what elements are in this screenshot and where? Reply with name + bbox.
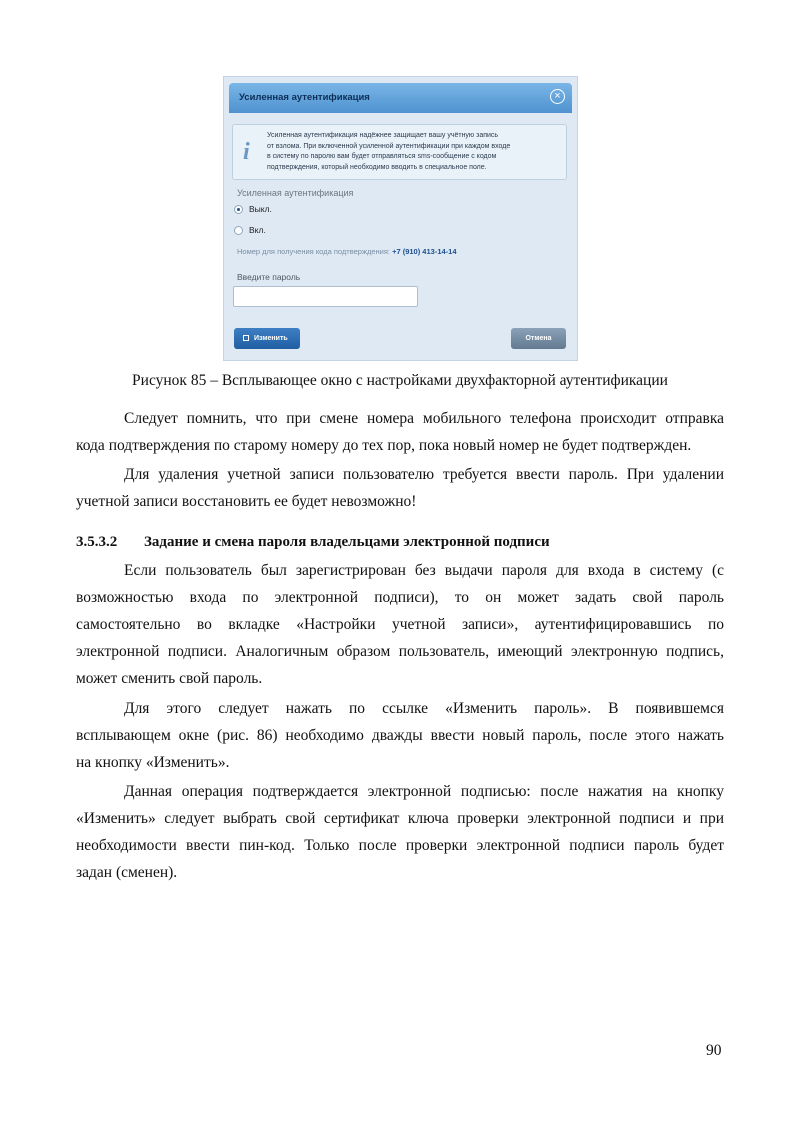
text-line: Если пользователь был зарегистрирован без выдачи пароля для входа в систему (с [124, 562, 724, 579]
dialog-header [229, 83, 572, 113]
paragraph-1 [76, 405, 724, 459]
radio-off-label: Выкл. [249, 204, 272, 214]
info-box [232, 124, 567, 180]
section-number: 3.5.3.2 [76, 534, 118, 550]
text-line: Данная операция подтверждается электронной подписью: после нажатия на кнопку [124, 783, 724, 800]
text-line: Для этого следует нажать по ссылке «Изменить пароль». В появившемся [124, 700, 724, 717]
section-title: Задание и смена пароля владельцами электронной подписи [144, 534, 550, 550]
paragraph-4 [76, 695, 724, 776]
radio-on-label: Вкл. [249, 225, 266, 235]
radio-off-button[interactable] [234, 205, 243, 214]
password-input[interactable] [233, 286, 418, 307]
change-button[interactable] [234, 328, 300, 349]
phone-number: +7 (910) 413-14-14 [392, 247, 457, 256]
text-line: учетной записи восстановить ее будет невозможно! [76, 493, 417, 510]
page-number: 90 [706, 1042, 722, 1059]
text-line: задан (сменен). [76, 864, 178, 881]
change-button-label: Изменить [254, 335, 288, 342]
text-line: кода подтверждения по старому номеру до тех пор, пока новый номер не будет подтвержден. [76, 437, 692, 454]
text-line: Следует помнить, что при смене номера мобильного телефона происходит отправка [124, 410, 724, 427]
dialog-screenshot [223, 76, 578, 361]
section-heading [76, 534, 550, 551]
password-label: Введите пароль [237, 272, 301, 282]
paragraph-5 [76, 778, 724, 886]
auth-section-label: Усиленная аутентификация [237, 188, 354, 198]
paragraph-3 [76, 557, 724, 692]
close-icon[interactable]: × [550, 89, 565, 104]
text-line: на кнопку «Изменить». [76, 754, 230, 771]
text-line: самостоятельно во вкладке «Настройки учетной записи», аутентифицировавшись по [76, 616, 724, 633]
text-line: Для удаления учетной записи пользователю требуется ввести пароль. При удалении [124, 466, 724, 483]
info-line: Усиленная аутентификация надёжнее защищает вашу учётную запись [267, 132, 499, 139]
dialog-title: Усиленная аутентификация [239, 92, 370, 103]
text-line: возможностью входа по электронной подписи), то он может задать свой пароль [76, 589, 724, 606]
text-line: «Изменить» следует выбрать свой сертификат ключа проверки электронной подписи и при [76, 810, 724, 827]
save-icon [243, 335, 249, 341]
text-line: необходимости ввести пин-код. Только после проверки электронной подписи пароль будет [76, 837, 724, 854]
paragraph-2 [76, 461, 724, 515]
cancel-button[interactable]: Отмена [511, 328, 566, 349]
phone-line [237, 247, 457, 256]
info-text [267, 131, 562, 173]
info-line: от взлома. При включенной усиленной аутентификации при каждом входе [267, 142, 511, 150]
text-line: электронной подписи. Аналогичным образом пользователь, имеющий электронную подпись, [76, 643, 724, 660]
radio-on-option[interactable] [234, 225, 266, 235]
text-line: может сменить свой пароль. [76, 670, 263, 687]
figure-caption: Рисунок 85 – Всплывающее окно с настройками двухфакторной аутентификации [132, 372, 668, 389]
text-line: всплывающем окне (рис. 86) необходимо дважды ввести новый пароль, после этого нажать [76, 727, 724, 744]
info-icon: i [243, 139, 250, 165]
info-line: в систему по паролю вам будет отправляться sms-сообщение с кодом [267, 153, 497, 160]
radio-on-button[interactable] [234, 226, 243, 235]
info-line: подтверждения, который необходимо вводить в специальное поле. [267, 163, 487, 171]
radio-off-option[interactable] [234, 204, 272, 214]
phone-label: Номер для получения кода подтверждения: [237, 247, 390, 256]
